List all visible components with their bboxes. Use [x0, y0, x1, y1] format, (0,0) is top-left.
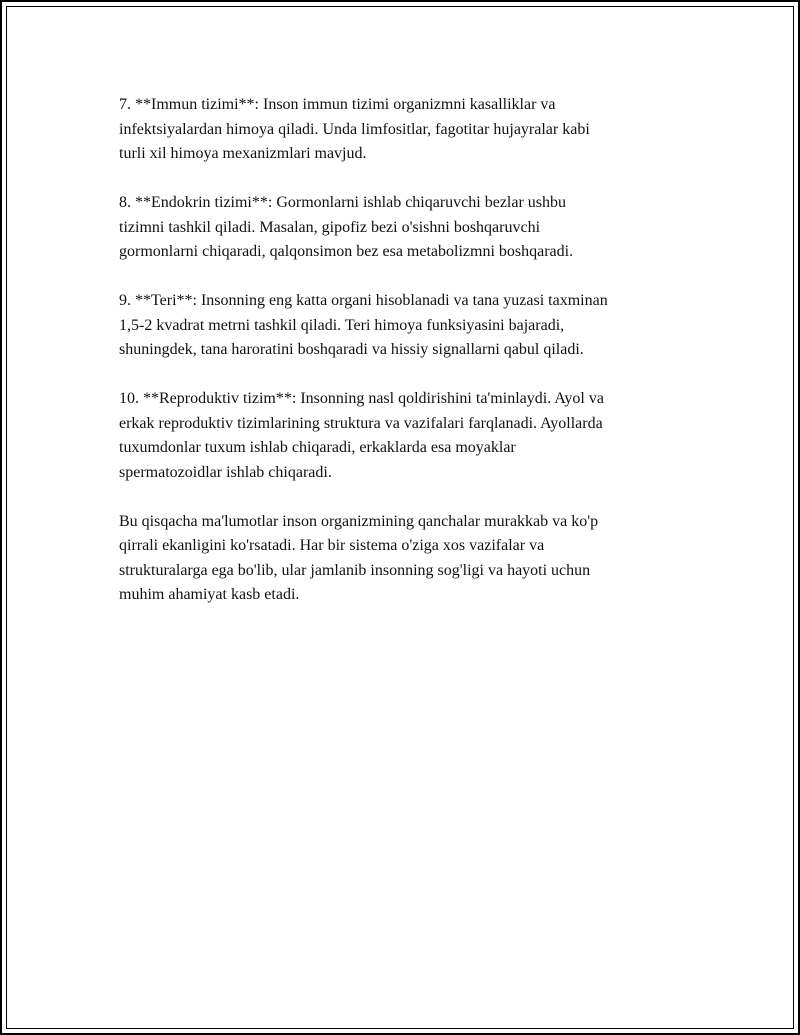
- paragraph-immun-tizimi: [119, 93, 689, 167]
- paragraph-summary: [119, 510, 689, 608]
- paragraph-line: shuningdek, tana haroratini boshqaradi va hissiy signallarni qabul qiladi.: [119, 341, 584, 358]
- paragraph-line: 1,5-2 kvadrat metrni tashkil qiladi. Teri himoya funksiyasini bajaradi,: [119, 316, 565, 334]
- paragraph-line: turli xil himoya mexanizmlari mavjud.: [119, 145, 367, 162]
- paragraph-line: tizimni tashkil qiladi. Masalan, gipofiz bezi o'sishni boshqaruvchi: [119, 218, 541, 236]
- paragraph-line: spermatozoidlar ishlab chiqaradi.: [119, 463, 332, 481]
- paragraph-line: 7. **Immun tizimi**: Inson immun tizimi organizmni kasalliklar va: [119, 96, 556, 113]
- paragraph-line: infektsiyalardan himoya qiladi. Unda limfositlar, fagotitar hujayralar kabi: [119, 120, 590, 138]
- paragraph-teri: [119, 289, 689, 363]
- paragraph-line: strukturalarga ega bo'lib, ular jamlanib insonning sog'ligi va hayoti uchun: [119, 561, 591, 579]
- paragraph-line: qirrali ekanligini ko'rsatadi. Har bir sistema o'ziga xos vazifalar va: [119, 537, 545, 554]
- paragraph-line: Bu qisqacha ma'lumotlar inson organizmining qanchalar murakkab va ko'p: [119, 512, 599, 530]
- paragraph-line: erkak reproduktiv tizimlarining struktura va vazifalari farqlanadi. Ayollarda: [119, 414, 603, 432]
- paragraph-line: muhim ahamiyat kasb etadi.: [119, 586, 300, 603]
- document-body: [119, 93, 689, 632]
- paragraph-line: 9. **Teri**: Insonning eng katta organi hisoblanadi va tana yuzasi taxminan: [119, 292, 608, 309]
- paragraph-reproduktiv-tizim: [119, 387, 689, 485]
- paragraph-line: tuxumdonlar tuxum ishlab chiqaradi, erkaklarda esa moyaklar: [119, 439, 516, 456]
- paragraph-line: 8. **Endokrin tizimi**: Gormonlarni ishlab chiqaruvchi bezlar ushbu: [119, 194, 567, 211]
- paragraph-line: 10. **Reproduktiv tizim**: Insonning nasl qoldirishini ta'minlaydi. Ayol va: [119, 390, 604, 407]
- paragraph-endokrin-tizimi: [119, 191, 689, 265]
- paragraph-line: gormonlarni chiqaradi, qalqonsimon bez esa metabolizmni boshqaradi.: [119, 243, 574, 260]
